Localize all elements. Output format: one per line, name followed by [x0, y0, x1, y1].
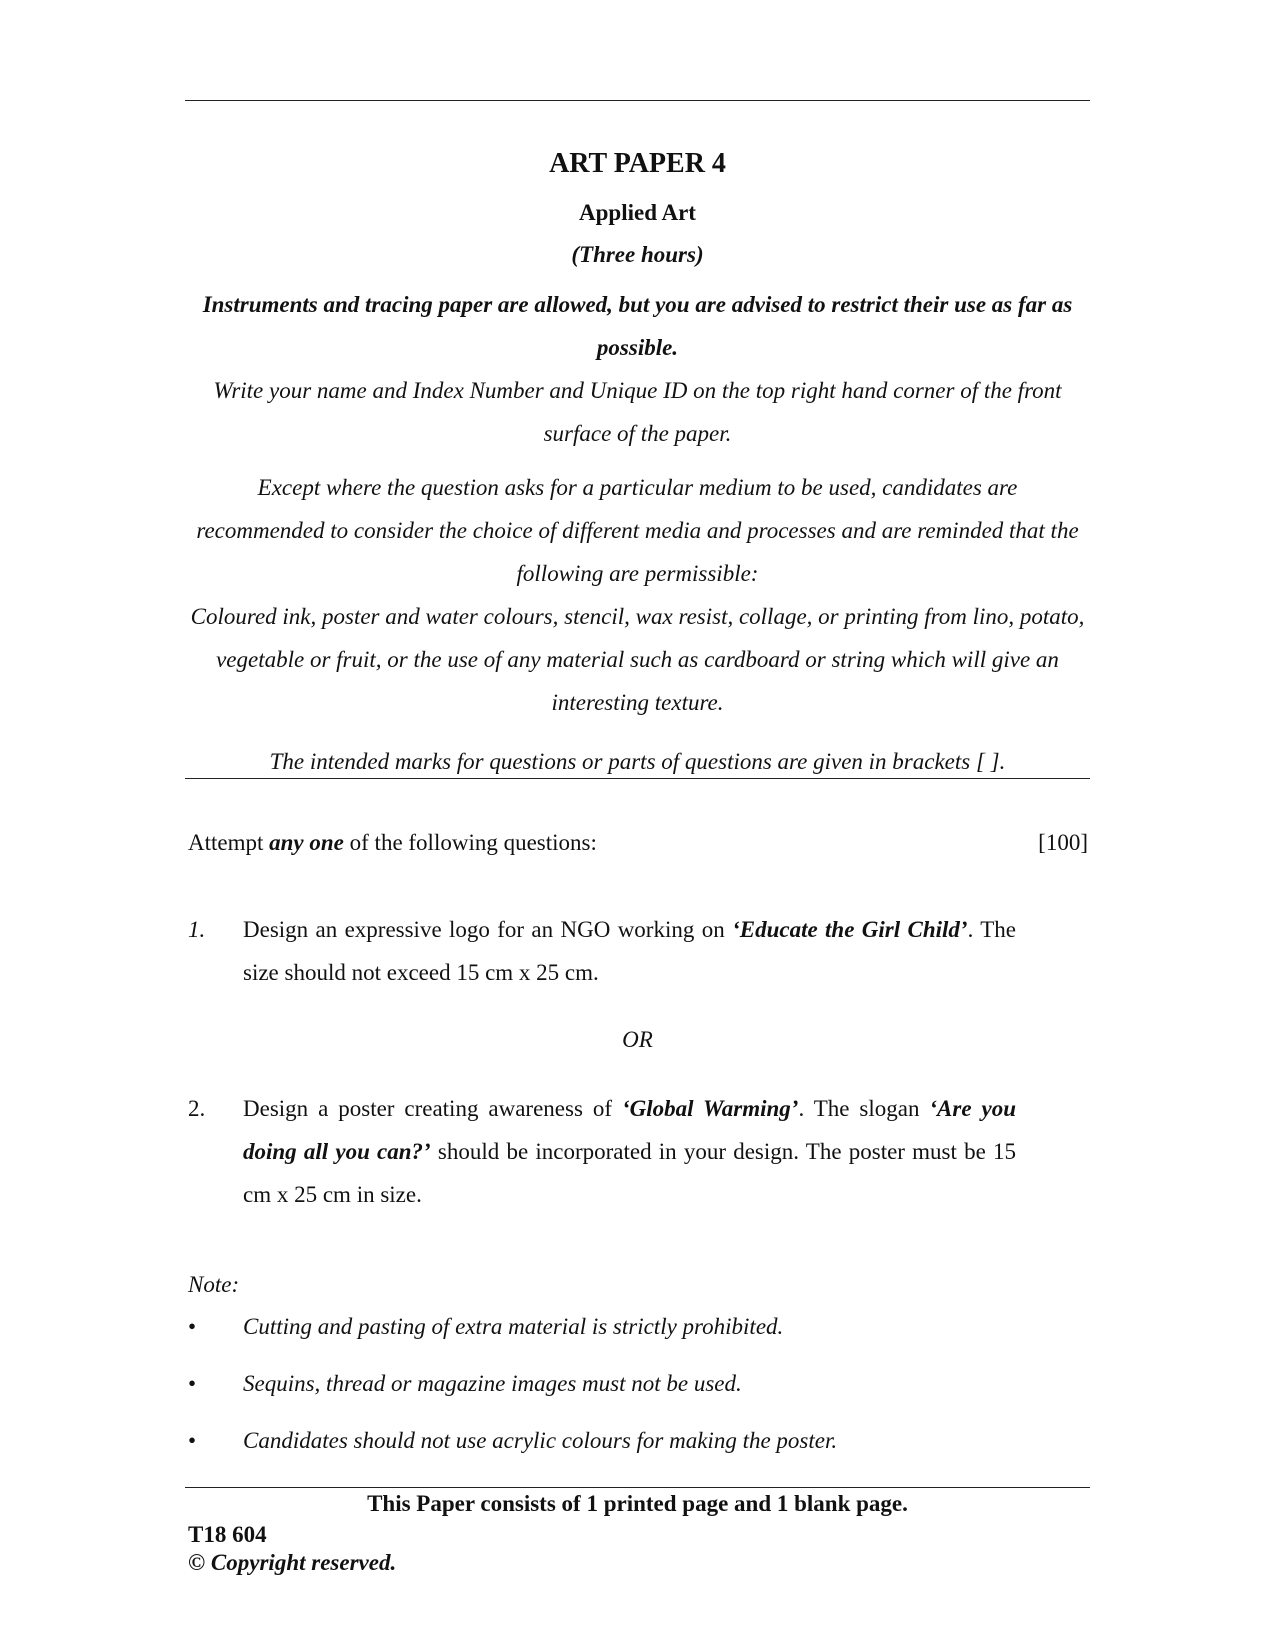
- or-separator: OR: [622, 1027, 653, 1052]
- question-text-part: should be incorporated in your design. The poster must be 15 cm x 25 cm in size.: [243, 1139, 1016, 1207]
- question-emphasis: ‘Global Warming’: [621, 1096, 799, 1121]
- paper-code: T18 604: [188, 1522, 267, 1547]
- name-instruction: Write your name and Index Number and Unique ID on the top right hand corner of the front surface of the paper.: [213, 378, 1062, 446]
- question-number: 2.: [188, 1096, 206, 1121]
- paper-subtitle: Applied Art: [579, 200, 696, 225]
- attempt-prefix: Attempt: [188, 830, 264, 855]
- note-text: Cutting and pasting of extra material is strictly prohibited.: [243, 1314, 784, 1339]
- exam-paper-page: [185, 0, 1090, 1651]
- question-emphasis: ‘Educate the Girl Child’: [732, 917, 968, 942]
- attempt-text: [188, 830, 597, 856]
- note-label: Note:: [188, 1272, 240, 1297]
- question-text-part: Design an expressive logo for an NGO working on: [243, 917, 725, 942]
- question-text-part: . The slogan: [798, 1096, 920, 1121]
- marks-instruction: The intended marks for questions or parts of questions are given in brackets [ ].: [269, 749, 1006, 774]
- attempt-instruction: [188, 830, 1088, 856]
- question-text: [243, 1087, 1016, 1216]
- attempt-emphasis: any one: [269, 830, 344, 855]
- instruments-instruction: Instruments and tracing paper are allowed, but you are advised to restrict their use as far as possible.: [202, 292, 1073, 360]
- instructions-divider: [185, 778, 1090, 779]
- note-text: Candidates should not use acrylic colours for making the poster.: [243, 1428, 838, 1453]
- question-text-part: Design a poster creating awareness of: [243, 1096, 612, 1121]
- paper-duration: (Three hours): [571, 242, 704, 267]
- paper-title: ART PAPER 4: [549, 148, 726, 179]
- bullet-icon: •: [188, 1428, 197, 1453]
- question-slogan: ‘Are you doing all you can?’: [243, 1096, 1016, 1164]
- page-count-note: This Paper consists of 1 printed page and 1 blank page.: [367, 1491, 908, 1516]
- question-text-part: . The size should not exceed 15 cm x 25 cm.: [243, 917, 1017, 985]
- bullet-icon: •: [188, 1314, 197, 1339]
- note-text: Sequins, thread or magazine images must not be used.: [243, 1371, 742, 1396]
- question-text: [243, 908, 1016, 994]
- question-2: [188, 1087, 1028, 1222]
- media-instruction: Except where the question asks for a particular medium to be used, candidates are recommended to consider the choice of different media and processes and are reminded that the following are permissible:: [196, 475, 1079, 586]
- total-marks: [100]: [1038, 830, 1088, 855]
- question-1: [188, 908, 1028, 998]
- top-rule: [185, 100, 1090, 101]
- question-number: 1.: [188, 917, 206, 942]
- footer-rule: [185, 1487, 1090, 1488]
- bullet-icon: •: [188, 1371, 197, 1396]
- copyright-notice: © Copyright reserved.: [188, 1550, 397, 1575]
- permissible-media-list: Coloured ink, poster and water colours, stencil, wax resist, collage, or printing from lino, potato, vegetable or fruit, or the use of any material such as cardboard or string which will give an interesting texture.: [190, 604, 1085, 715]
- attempt-suffix: of the following questions:: [349, 830, 597, 855]
